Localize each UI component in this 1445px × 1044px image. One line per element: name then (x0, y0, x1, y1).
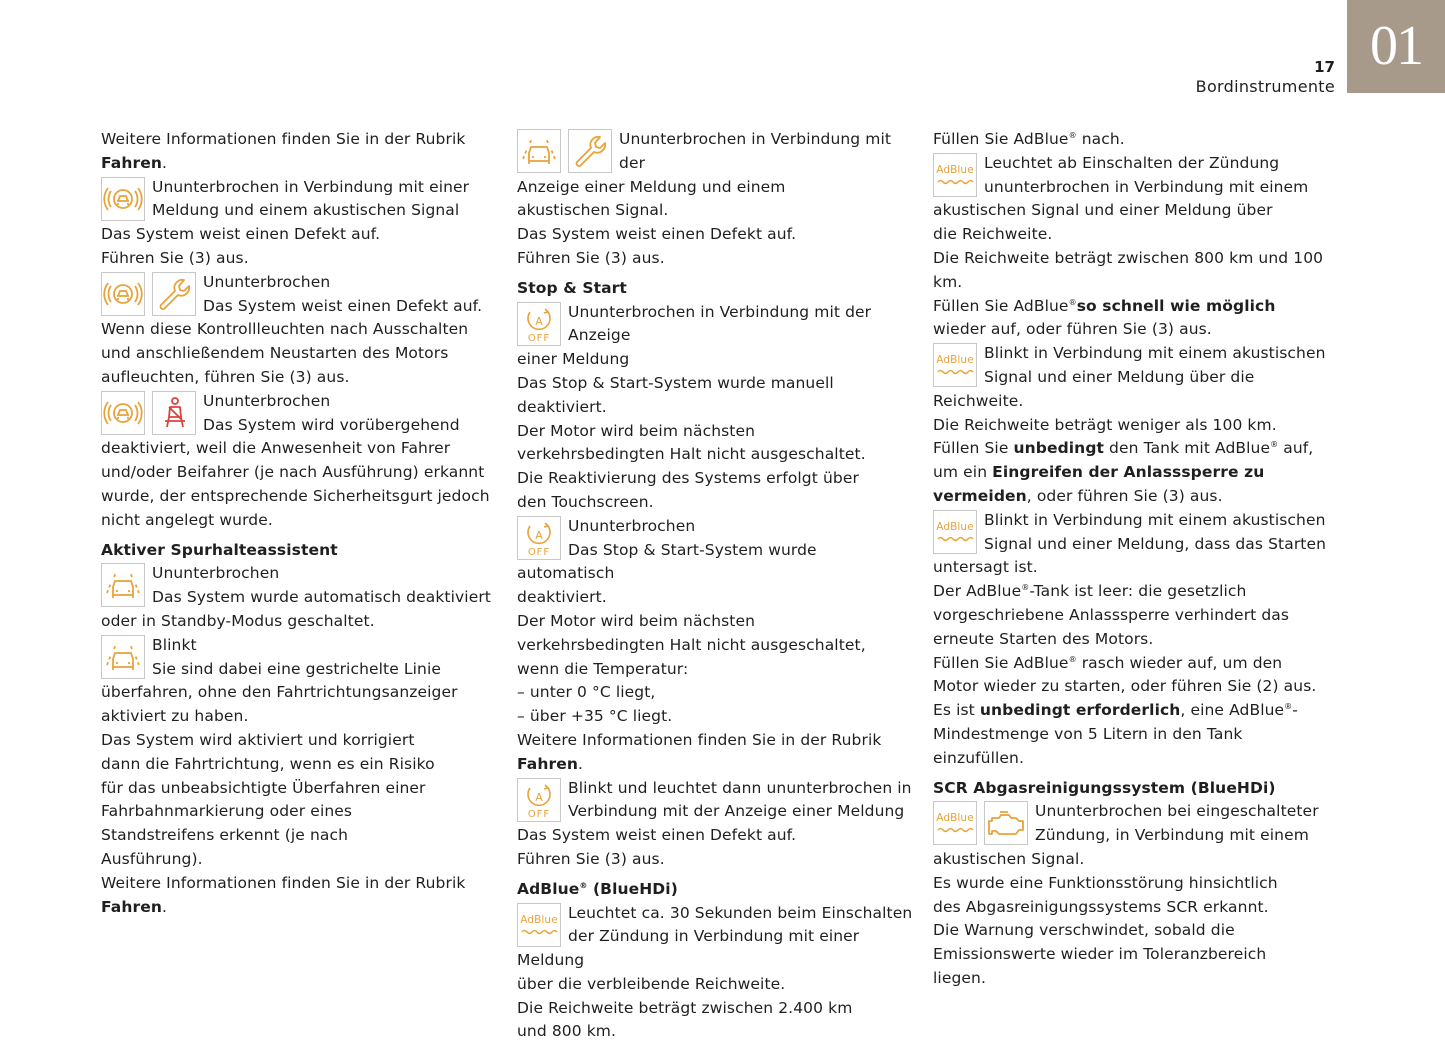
page-number: 17 (1314, 58, 1335, 76)
collision-warning-icon (101, 272, 145, 316)
paragraph: Weitere Informationen finden Sie in der Rubrik Fahren. (517, 730, 882, 773)
paragraph: Weitere Informationen finden Sie in der Rubrik Fahren. (101, 873, 466, 916)
section-title: Bordinstrumente (1195, 77, 1335, 96)
warning-block (517, 515, 913, 610)
warning-text: Verbindung mit der Anzeige einer Meldung (568, 802, 905, 821)
paragraph: Der AdBlue®-Tank ist leer: die gesetzlich vorgeschriebene Anlasssperre verhindert das erneute Starten des Motors. (933, 582, 1290, 648)
svg-text:AdBlue: AdBlue (936, 354, 974, 367)
warning-text: einer Meldung (517, 350, 630, 369)
warning-block (517, 301, 913, 372)
adblue-icon (933, 153, 977, 197)
paragraph: Das System weist einen Defekt auf. (517, 826, 797, 845)
warning-text: ununterbrochen in Verbindung mit einem (984, 177, 1309, 196)
warning-text: Meldung und einem akustischen Signal (152, 201, 460, 220)
seatbelt-icon (152, 391, 196, 435)
svg-text:A: A (535, 528, 543, 542)
svg-text:AdBlue: AdBlue (520, 913, 558, 926)
stop-start-off-icon (517, 516, 561, 560)
warning-block (101, 176, 497, 224)
paragraph: Das System wird aktiviert und korrigiert dann die Fahrtrichtung, wenn es ein Risiko für das unbeabsichtigte Überfahren einer Fahrbahnmarkierung oder eines Standstreifens erkennt (je nach Ausführung). (101, 730, 435, 868)
warning-text: überfahren, ohne den Fahrtrichtungsanzeiger aktiviert zu haben. (101, 683, 458, 726)
engine-check-icon (984, 801, 1028, 845)
column-1 (101, 128, 497, 919)
warning-text: Leuchtet ca. 30 Sekunden beim Einschalten (568, 903, 913, 922)
paragraph: Wenn diese Kontrollleuchten nach Ausschalten und anschließendem Neustarten des Motors aufleuchten, führen Sie (3) aus. (101, 320, 469, 386)
paragraph: Die Reichweite beträgt zwischen 800 km und 100 km. (933, 248, 1324, 291)
paragraph: Der Motor wird beim nächsten verkehrsbedingten Halt nicht ausgeschaltet, wenn die Temperatur: (517, 611, 866, 678)
paragraph: Das System weist einen Defekt auf. (517, 225, 797, 244)
lane-keep-icon (101, 563, 145, 607)
lane-keep-icon (517, 129, 561, 173)
warning-text: Anzeige einer Meldung und einem (517, 177, 786, 196)
chapter-tab: 01 (1347, 0, 1445, 93)
warning-text: Ununterbrochen (152, 564, 280, 583)
warning-text: deaktiviert. (517, 588, 607, 607)
paragraph: Führen Sie (3) aus. (517, 849, 665, 868)
paragraph: Das System weist einen Defekt auf. (101, 225, 381, 244)
section-heading: SCR Abgasreinigungssystem (BlueHDi) (933, 778, 1276, 797)
collision-warning-icon (101, 177, 145, 221)
warning-text: der Zündung in Verbindung mit einer Meldung (517, 927, 860, 970)
warning-text: Ununterbrochen bei eingeschalteter (1035, 802, 1319, 821)
warning-text: Das System wurde automatisch deaktiviert (152, 588, 491, 607)
warning-text: Ununterbrochen in Verbindung mit der (619, 130, 892, 172)
warning-text: Blinkt in Verbindung mit einem akustischen (984, 510, 1326, 529)
paragraph: Die Reichweite beträgt weniger als 100 km. (933, 415, 1277, 434)
paragraph: Führen Sie (3) aus. (517, 248, 665, 267)
warning-text: Leuchtet ab Einschalten der Zündung (984, 153, 1280, 172)
paragraph: Weitere Informationen finden Sie in der Rubrik Fahren. (101, 130, 466, 172)
adblue-icon (933, 801, 977, 845)
warning-text: oder in Standby-Modus geschaltet. (101, 611, 375, 630)
warning-block (933, 152, 1329, 247)
warning-text: Zündung, in Verbindung mit einem (1035, 826, 1309, 845)
warning-text: Sie sind dabei eine gestrichelte Linie (152, 659, 441, 678)
paragraph: Es wurde eine Funktionsstörung hinsichtlich des Abgasreinigungssystems SCR erkannt. (933, 873, 1278, 916)
lane-keep-icon (101, 635, 145, 679)
paragraph: Der Motor wird beim nächsten verkehrsbedingten Halt nicht ausgeschaltet. (517, 421, 866, 464)
svg-text:AdBlue: AdBlue (936, 163, 974, 176)
paragraph: Füllen Sie AdBlue®so schnell wie möglich wieder auf, oder führen Sie (3) aus. (933, 296, 1276, 339)
adblue-icon (933, 343, 977, 387)
section-heading: Aktiver Spurhalteassistent (101, 540, 338, 559)
warning-text: deaktiviert, weil die Anwesenheit von Fahrer und/oder Beifahrer (je nach Ausführung) erkannt wurde, der entsprechende Sicherheitsgurt jedoch nicht angelegt wurde. (101, 439, 490, 529)
warning-block (101, 390, 497, 533)
warning-text: Ununterbrochen in Verbindung mit der Anzeige (568, 302, 872, 345)
adblue-icon (517, 903, 561, 947)
warning-text: Blinkt und leuchtet dann ununterbrochen in (568, 778, 912, 797)
warning-text: Ununterbrochen (568, 516, 696, 535)
warning-text: untersagt ist. (933, 558, 1038, 577)
warning-block (933, 800, 1329, 871)
paragraph: Die Reaktivierung des Systems erfolgt über den Touchscreen. (517, 469, 859, 511)
wrench-icon (568, 129, 612, 173)
warning-text: Das System wird vorübergehend (203, 415, 460, 434)
section-heading: AdBlue® (BlueHDi) (517, 879, 678, 898)
warning-block (933, 509, 1329, 580)
collision-warning-icon (101, 391, 145, 435)
adblue-icon (933, 510, 977, 554)
list-item: – über +35 °C liegt. (517, 707, 673, 726)
paragraph: Die Reichweite beträgt zwischen 2.400 km und 800 km. (517, 998, 853, 1041)
svg-text:OFF: OFF (527, 546, 551, 558)
warning-block (101, 562, 497, 633)
svg-text:AdBlue: AdBlue (936, 812, 974, 825)
warning-text: Das System weist einen Defekt auf. (203, 296, 483, 315)
warning-text: Das Stop & Start-System wurde automatisch (517, 540, 817, 583)
warning-text: Blinkt (152, 635, 197, 654)
paragraph: Führen Sie (3) aus. (101, 248, 249, 267)
svg-text:OFF: OFF (527, 808, 551, 820)
warning-block (933, 342, 1329, 413)
warning-text: akustischen Signal und einer Meldung über die Reichweite. (933, 201, 1273, 244)
warning-text: über die verbleibende Reichweite. (517, 974, 786, 993)
warning-text: Ununterbrochen (203, 391, 331, 410)
paragraph: Füllen Sie AdBlue® rasch wieder auf, um den Motor wieder zu starten, oder führen Sie (2) aus. (933, 653, 1317, 696)
warning-text: Blinkt in Verbindung mit einem akustischen (984, 344, 1326, 363)
warning-text: Ununterbrochen (203, 272, 331, 291)
column-2 (517, 128, 913, 1044)
warning-block (101, 271, 497, 319)
svg-text:A: A (535, 790, 543, 804)
stop-start-off-icon (517, 778, 561, 822)
warning-block (517, 777, 913, 825)
warning-block (517, 128, 913, 223)
svg-text:AdBlue: AdBlue (936, 520, 974, 533)
warning-text: akustischen Signal. (517, 201, 669, 220)
warning-text: Signal und einer Meldung, dass das Starten (984, 534, 1327, 553)
stop-start-off-icon (517, 302, 561, 346)
section-heading: Stop & Start (517, 278, 627, 297)
paragraph: Die Warnung verschwindet, sobald die Emissionswerte wieder im Toleranzbereich liegen. (933, 921, 1267, 987)
warning-block (101, 634, 497, 729)
svg-text:A: A (535, 314, 543, 328)
paragraph: Füllen Sie AdBlue® nach. (933, 130, 1125, 148)
column-3 (933, 128, 1329, 991)
svg-text:OFF: OFF (527, 332, 551, 344)
wrench-icon (152, 272, 196, 316)
warning-text: akustischen Signal. (933, 849, 1085, 868)
paragraph: Das Stop & Start-System wurde manuell deaktiviert. (517, 373, 834, 416)
paragraph: Füllen Sie unbedingt den Tank mit AdBlue® auf, um ein Eingreifen der Anlasssperre zu vermeiden, oder führen Sie (3) aus. (933, 439, 1314, 505)
paragraph: Es ist unbedingt erforderlich, eine AdBlue®-Mindestmenge von 5 Litern in den Tank einzufüllen. (933, 701, 1298, 767)
warning-text: Signal und einer Meldung über die Reichweite. (933, 367, 1255, 410)
list-item: – unter 0 °C liegt, (517, 683, 656, 702)
warning-text: Ununterbrochen in Verbindung mit einer (152, 177, 470, 196)
warning-block (517, 902, 913, 997)
